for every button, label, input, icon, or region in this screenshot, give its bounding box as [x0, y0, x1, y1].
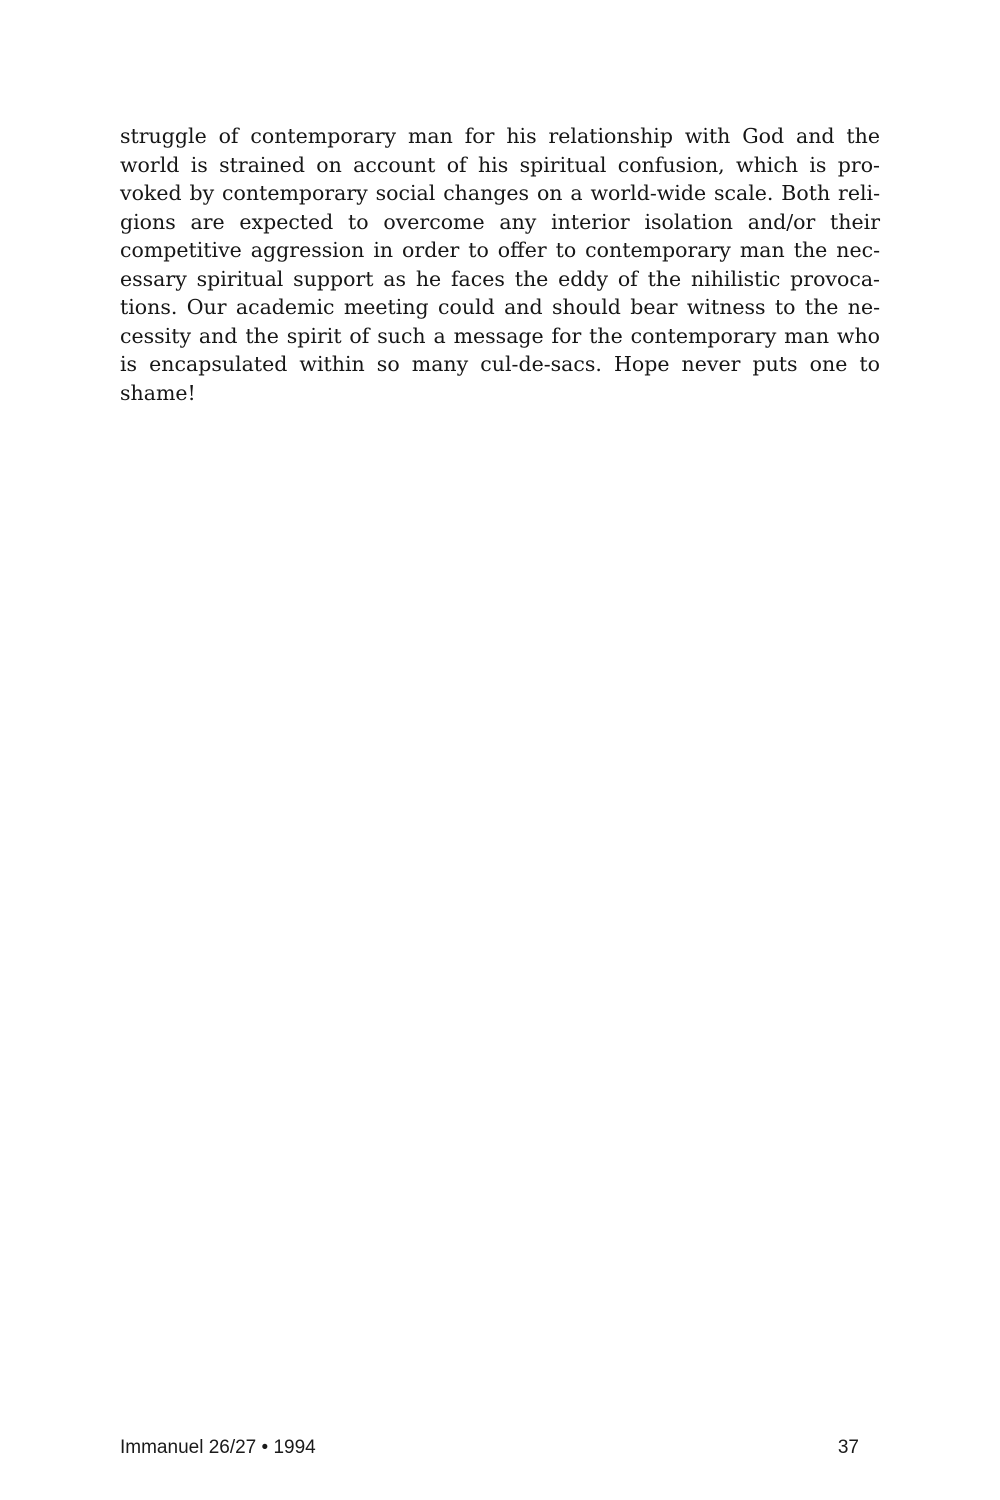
text-line: gions are expected to overcome any interior isolation and/or their: [120, 209, 880, 234]
text-line: competitive aggression in order to offer to contemporary man the nec-: [120, 238, 880, 262]
text-line: shame!: [120, 380, 196, 405]
journal-footer: Immanuel 26/27 • 1994: [120, 1437, 316, 1458]
text-line: struggle of contemporary man for his relationship with God and the: [120, 124, 880, 148]
body-paragraph: [120, 122, 880, 407]
text-line: voked by contemporary social changes on a world-wide scale. Both reli-: [120, 181, 880, 205]
text-line: is encapsulated within so many cul-de-sacs. Hope never puts one to: [120, 352, 880, 376]
text-line: cessity and the spirit of such a message for the contemporary man who: [120, 323, 880, 348]
text-line: essary spiritual support as he faces the eddy of the nihilistic provoca-: [120, 266, 880, 291]
text-line: world is strained on account of his spiritual confusion, which is pro-: [120, 152, 880, 177]
text-line: tions. Our academic meeting could and should bear witness to the ne-: [120, 295, 880, 319]
page-number: 37: [837, 1437, 859, 1458]
